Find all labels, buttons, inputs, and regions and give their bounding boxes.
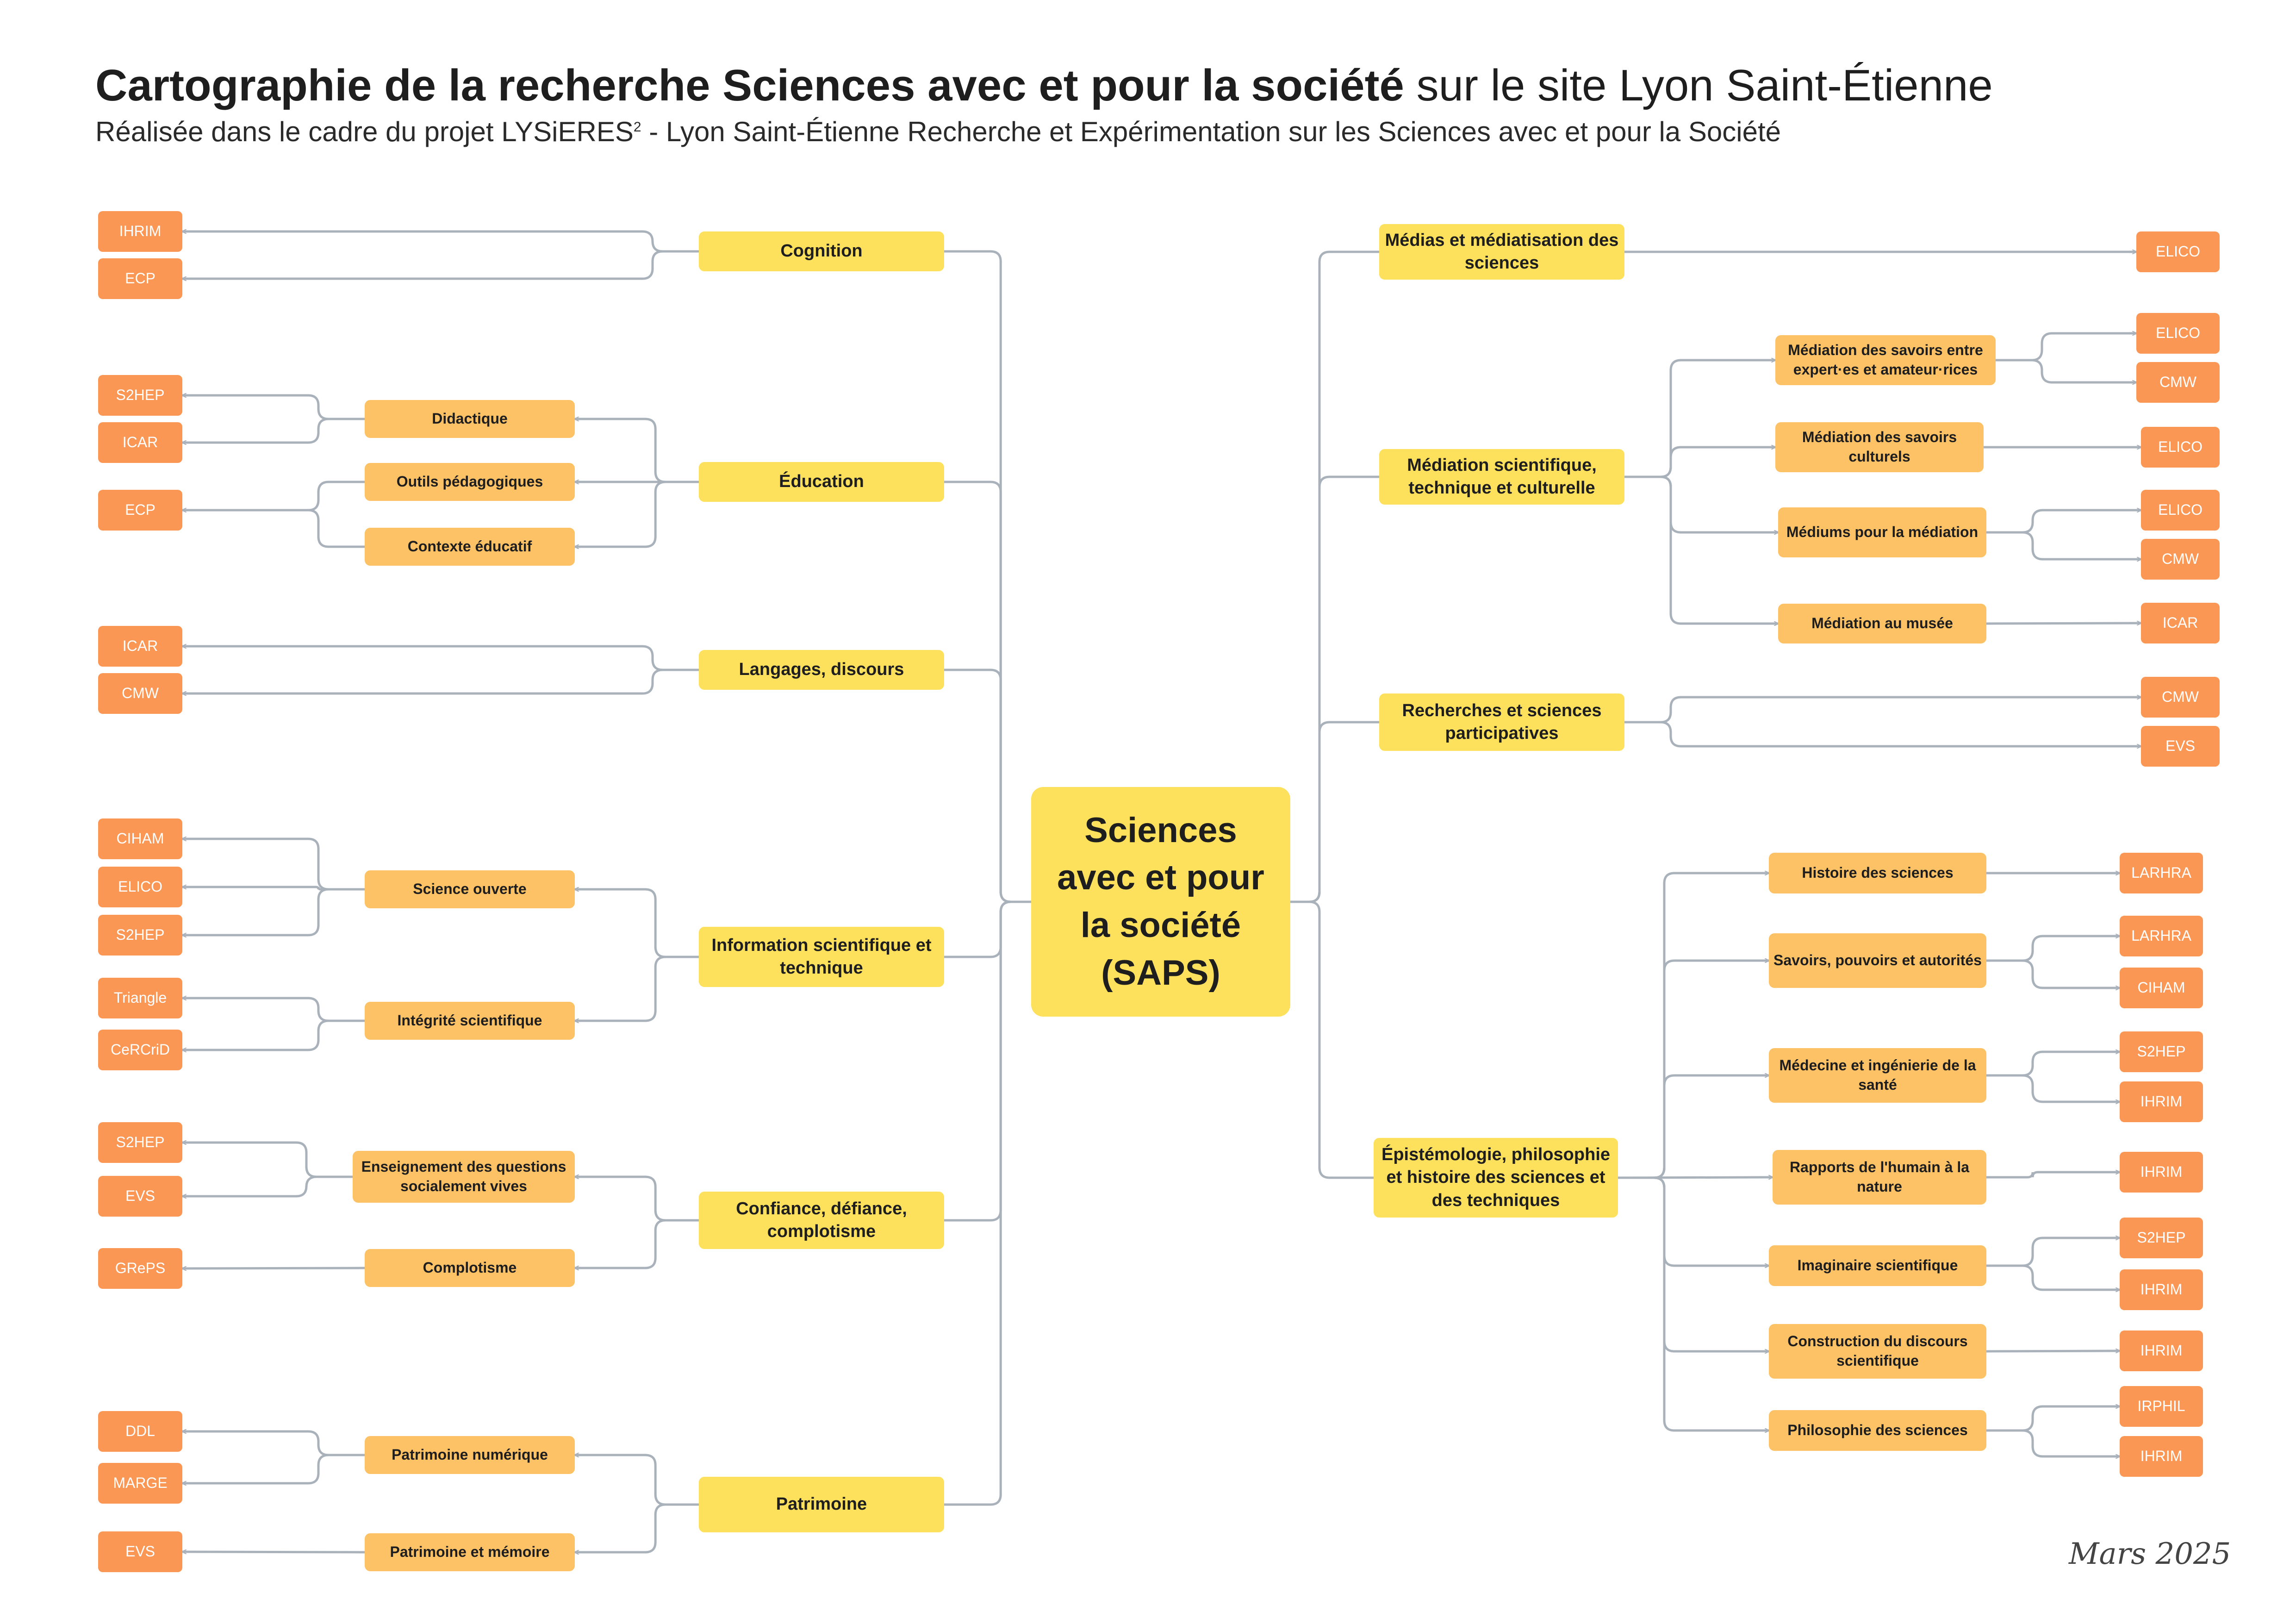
subtopic-patrimoine-numerique: Patrimoine numérique [365, 1436, 575, 1474]
connector [1986, 1238, 2120, 1266]
subtopic-didactique: Didactique [365, 400, 575, 438]
connector [182, 1431, 365, 1455]
connector [182, 419, 365, 443]
date-label: Mars 2025 [2069, 1537, 2231, 1571]
connector [1290, 252, 1379, 902]
connector [944, 670, 1031, 902]
lab-elico: ELICO [2136, 231, 2220, 272]
subtopic-science-ouverte: Science ouverte [365, 870, 575, 908]
lab-marge: MARGE [98, 1463, 182, 1504]
subtopic-integrite-scientifique: Intégrité scientifique [365, 1002, 575, 1040]
subtopic-construction-discours: Construction du discours scientifique [1769, 1324, 1986, 1379]
connector [1618, 1178, 1769, 1266]
connector [1290, 722, 1379, 902]
connector [1624, 722, 2141, 746]
connector [1618, 961, 1769, 1178]
center-label [1057, 807, 1264, 997]
connector [944, 251, 1031, 902]
topic-mediation-scientifique: Médiation scientifique, technique et culturelle [1379, 449, 1624, 505]
topic-epistemologie: Épistémologie, philosophie et histoire des sciences et des techniques [1374, 1138, 1618, 1218]
topic-education: Éducation [699, 462, 944, 502]
lab-icar: ICAR [2141, 603, 2220, 643]
lab-ihrim: IHRIM [98, 211, 182, 252]
title-light: sur le site Lyon Saint-Étienne [1416, 61, 1993, 110]
connector [1996, 333, 2136, 360]
connector [575, 482, 699, 547]
connector [1986, 1075, 2120, 1102]
subtopic-imaginaire-scientifique: Imaginaire scientifique [1769, 1245, 1986, 1286]
connector [944, 902, 1031, 957]
connector [1986, 1266, 2120, 1290]
topic-cognition: Cognition [699, 231, 944, 271]
lab-triangle: Triangle [98, 978, 182, 1018]
connector [182, 670, 699, 693]
lab-s2hep: S2HEP [98, 375, 182, 416]
lab-icar: ICAR [98, 626, 182, 667]
connector [182, 231, 699, 251]
title-bold: Cartographie de la recherche Sciences avec et pour la société [95, 61, 1404, 110]
lab-cmw: CMW [2141, 677, 2220, 718]
connector [1986, 1406, 2120, 1430]
center-line-2: avec et pour [1057, 858, 1264, 898]
connector [182, 998, 365, 1021]
connector [1618, 1178, 1769, 1430]
lab-elico: ELICO [98, 867, 182, 907]
lab-ihrim: IHRIM [2120, 1081, 2203, 1122]
subtopic-outils-pedagogiques: Outils pédagogiques [365, 463, 575, 501]
connector [182, 839, 365, 889]
connector [182, 510, 365, 547]
connector [182, 251, 699, 279]
connector [182, 889, 365, 935]
lab-elico: ELICO [2141, 490, 2220, 531]
lab-irphil: IRPHIL [2120, 1386, 2203, 1427]
lab-ihrim: IHRIM [2120, 1436, 2203, 1477]
connector [944, 902, 1031, 1220]
connector [182, 1177, 353, 1196]
connector [182, 482, 365, 510]
connector [1996, 360, 2136, 382]
connector [182, 1455, 365, 1483]
connector [1290, 902, 1374, 1178]
lab-ddl: DDL [98, 1411, 182, 1452]
subtopic-philosophie-sciences: Philosophie des sciences [1769, 1410, 1986, 1451]
connector [575, 957, 699, 1021]
connector [575, 889, 699, 957]
subtopic-savoirs-pouvoirs: Savoirs, pouvoirs et autorités [1769, 933, 1986, 988]
lab-greps: GRePS [98, 1248, 182, 1289]
connector [944, 902, 1031, 1505]
lab-icar: ICAR [98, 422, 182, 463]
connector [1618, 1075, 1769, 1178]
connector [1618, 873, 1769, 1178]
connector [1986, 936, 2120, 961]
topic-medias-mediatisation: Médias et médiatisation des sciences [1379, 224, 1624, 280]
connector [944, 482, 1031, 902]
topic-confiance-defiance: Confiance, défiance, complotisme [699, 1192, 944, 1249]
connector [1986, 623, 2141, 624]
lab-ciham: CIHAM [98, 818, 182, 859]
connector [1986, 532, 2141, 559]
connector [1624, 360, 1775, 477]
connector [182, 1143, 353, 1177]
lab-ihrim: IHRIM [2120, 1152, 2203, 1193]
lab-ihrim: IHRIM [2120, 1330, 2203, 1371]
connector [1986, 1052, 2120, 1075]
center-node-saps [1031, 787, 1290, 1017]
lab-larhra: LARHRA [2120, 916, 2203, 956]
topic-information-scientifique: Information scientifique et technique [699, 927, 944, 987]
subtitle-pre: Réalisée dans le cadre du projet LYSiERES [95, 116, 634, 147]
center-line-4: (SAPS) [1101, 953, 1220, 993]
connector [575, 1177, 699, 1220]
topic-patrimoine: Patrimoine [699, 1477, 944, 1532]
subtopic-complotisme: Complotisme [365, 1249, 575, 1287]
subtitle-post: - Lyon Saint-Étienne Recherche et Expérimentation sur les Sciences avec et pour la Société [641, 116, 1781, 147]
connector [182, 1021, 365, 1050]
connector [1986, 1430, 2120, 1456]
topic-langages-discours: Langages, discours [699, 650, 944, 690]
connector [1624, 697, 2141, 722]
lab-ecp: ECP [98, 490, 182, 531]
lab-s2hep: S2HEP [2120, 1031, 2203, 1072]
lab-cmw: CMW [98, 673, 182, 714]
lab-cmw: CMW [2141, 539, 2220, 580]
subtitle-sup: 2 [633, 119, 641, 135]
connector [575, 1455, 699, 1505]
lab-s2hep: S2HEP [2120, 1218, 2203, 1258]
lab-s2hep: S2HEP [98, 915, 182, 956]
connector [575, 419, 699, 482]
lab-cercrid: CeRCriD [98, 1030, 182, 1070]
subtopic-mediation-experts-amateurs: Médiation des savoirs entre expert·es et amateur·rices [1775, 335, 1996, 385]
connector [1624, 477, 1778, 532]
lab-s2hep: S2HEP [98, 1122, 182, 1163]
connector [1290, 477, 1379, 902]
lab-elico: ELICO [2136, 313, 2220, 354]
connector [182, 646, 699, 670]
lab-ciham: CIHAM [2120, 968, 2203, 1008]
lab-evs: EVS [98, 1531, 182, 1572]
lab-ihrim: IHRIM [2120, 1269, 2203, 1310]
subtopic-rapports-humain-nature: Rapports de l'humain à la nature [1773, 1150, 1986, 1205]
lab-evs: EVS [98, 1176, 182, 1217]
connector [575, 1220, 699, 1268]
lab-evs: EVS [2141, 726, 2220, 767]
subtopic-mediums-mediation: Médiums pour la médiation [1778, 507, 1986, 557]
subtopic-enseignement-qsv: Enseignement des questions socialement vives [353, 1151, 575, 1203]
center-line-1: Sciences [1084, 810, 1237, 850]
subtopic-mediation-musee: Médiation au musée [1778, 604, 1986, 643]
lab-larhra: LARHRA [2120, 853, 2203, 893]
subtopic-histoire-sciences: Histoire des sciences [1769, 853, 1986, 893]
connector [1624, 447, 1775, 477]
connector [1986, 961, 2120, 988]
connector [1624, 477, 1778, 624]
subtopic-contexte-educatif: Contexte éducatif [365, 528, 575, 566]
center-line-3: la société [1080, 906, 1241, 945]
lab-elico: ELICO [2141, 427, 2220, 468]
topic-recherches-participatives: Recherches et sciences participatives [1379, 693, 1624, 751]
connector [1986, 1172, 2120, 1177]
connector [1986, 510, 2141, 532]
lab-cmw: CMW [2136, 362, 2220, 403]
subtopic-mediation-savoirs-culturels: Médiation des savoirs culturels [1775, 422, 1984, 472]
lab-ecp: ECP [98, 258, 182, 299]
subtopic-patrimoine-memoire: Patrimoine et mémoire [365, 1533, 575, 1571]
subtopic-medecine-sante: Médecine et ingénierie de la santé [1769, 1048, 1986, 1103]
connector [575, 1505, 699, 1552]
connector [182, 395, 365, 419]
